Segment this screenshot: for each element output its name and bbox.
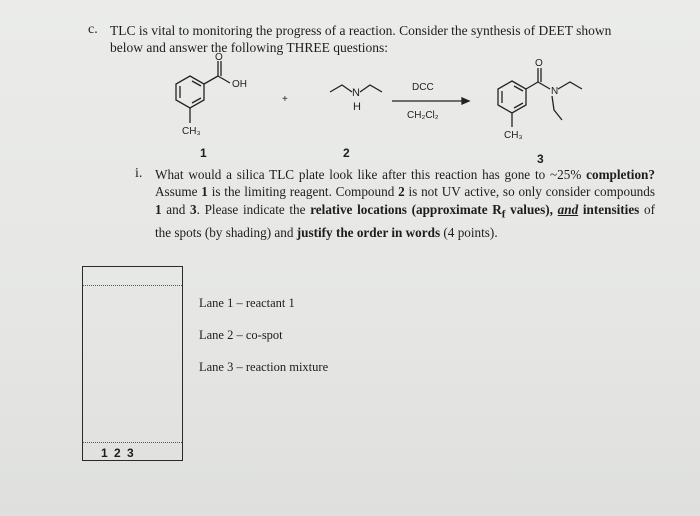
question-line-2: below and answer the following THREE questions: bbox=[110, 40, 388, 55]
question-label: c. bbox=[88, 22, 98, 37]
amide-n-label: N bbox=[551, 86, 559, 97]
subquestion-bold-3: 3 bbox=[190, 201, 197, 217]
reaction-scheme-drawing bbox=[160, 48, 620, 166]
subquestion-part-1: What would a silica TLC plate look like after this reaction has gone to ~25% bbox=[155, 167, 582, 182]
subquestion-underlined-and: and bbox=[557, 201, 579, 217]
subquestion-bold-rf: relative locations (approximate R bbox=[310, 201, 502, 217]
plus-sign: + bbox=[282, 94, 288, 105]
solvent-label: CH₂Cl₂ bbox=[407, 110, 439, 121]
carbonyl-o-3: O bbox=[535, 58, 543, 69]
amine-h-label: H bbox=[353, 101, 361, 113]
tlc-plate bbox=[82, 266, 183, 461]
oh-label: OH bbox=[232, 79, 247, 90]
subquestion-part-16: of the spots (by shading) and bbox=[155, 201, 655, 240]
lane-number-1: 1 bbox=[101, 446, 108, 460]
legend-lane-1: Lane 1 – reactant 1 bbox=[199, 296, 295, 310]
subquestion-bold-values: values), bbox=[505, 201, 553, 217]
lane-number-3: 3 bbox=[127, 446, 134, 460]
subquestion-part-9: and bbox=[161, 201, 191, 217]
subquestion-bold-completion: completion? bbox=[586, 167, 655, 182]
reagent-dcc: DCC bbox=[412, 82, 434, 93]
lane-number-2: 2 bbox=[114, 446, 121, 460]
subquestion-bold-intensities: intensities bbox=[578, 201, 640, 217]
subquestion-rf-subscript: f bbox=[501, 208, 506, 221]
baseline bbox=[83, 442, 182, 443]
subquestion-part-7: is not UV active, so only consider compounds bbox=[404, 184, 655, 200]
compound-number-3: 3 bbox=[537, 152, 544, 166]
subquestion-part-11: . Please indicate the bbox=[196, 201, 311, 217]
legend-lane-2: Lane 2 – co-spot bbox=[199, 328, 283, 342]
subquestion-bold-2: 2 bbox=[398, 184, 405, 200]
legend-lane-3: Lane 3 – reaction mixture bbox=[199, 360, 329, 374]
ch3-label-1: CH₃ bbox=[182, 126, 201, 137]
lane-legend bbox=[199, 296, 328, 392]
solvent-front-line bbox=[83, 285, 182, 286]
reaction-scheme bbox=[160, 48, 620, 171]
compound-number-1: 1 bbox=[200, 146, 207, 160]
subquestion-bold-1b: 1 bbox=[155, 201, 162, 217]
subquestion-bold-1: 1 bbox=[201, 184, 208, 200]
subquestion-part-3: Assume bbox=[155, 184, 202, 200]
subquestion-bold-justify: justify the order in words bbox=[296, 224, 441, 240]
subquestion-label: i. bbox=[135, 166, 143, 181]
ch3-label-3: CH₃ bbox=[504, 130, 523, 141]
question-line-1: TLC is vital to monitoring the progress of a reaction. Consider the synthesis of DEET shown bbox=[110, 23, 612, 38]
carbonyl-o-1: O bbox=[215, 52, 223, 63]
amine-n-label: N bbox=[352, 87, 360, 99]
subquestion-part-18: (4 points). bbox=[440, 224, 498, 240]
subquestion-text bbox=[155, 166, 655, 241]
lane-numbers bbox=[101, 446, 140, 460]
compound-number-2: 2 bbox=[343, 146, 350, 160]
subquestion-part-5: is the limiting reagent. Compound bbox=[207, 184, 399, 200]
